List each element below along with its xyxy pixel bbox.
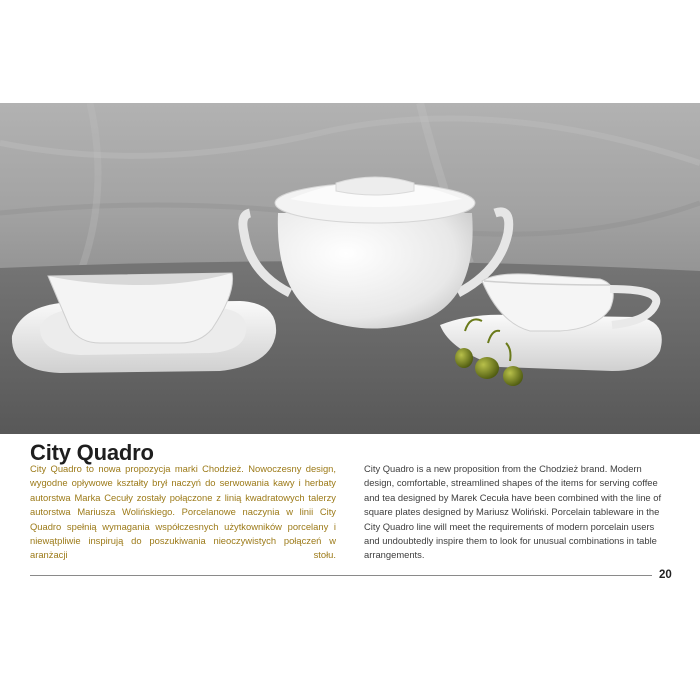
product-photo-icon	[0, 103, 700, 434]
product-photo	[0, 103, 700, 434]
description-english: City Quadro is a new proposition from the Chodzież brand. Modern design, comfortable, streamlined shapes of the items for serving coffee and tea designed by Marek Cecuła have been combined with the line of square plates designed by Mariusz Woliński. Porcelain tableware in the City Quadro line will meet the requirements of modern porcelain users and undoubtedly inspire them to look for unusual combinations in table arrangements.	[364, 463, 662, 561]
description-polish: City Quadro to nowa propozycja marki Chodzież. Nowoczesny design, wygodne opływowe kształty brył naczyń do serwowania kawy i herbaty autorstwa Marka Cecuły zostały połączone z linią kwadratowych talerzy autorstwa Mariusza Wolińskiego. Porcelanowe naczynia w linii City Quadro spełnią wymagania współczesnych użytkowników porcelany i niewątpliwie inspirują do poszukiwania nieoczywistych połączeń w aranżacji stołu.	[30, 463, 336, 561]
footer-divider	[30, 575, 652, 576]
product-title: City Quadro	[30, 440, 154, 465]
page-number: 20	[659, 569, 672, 581]
